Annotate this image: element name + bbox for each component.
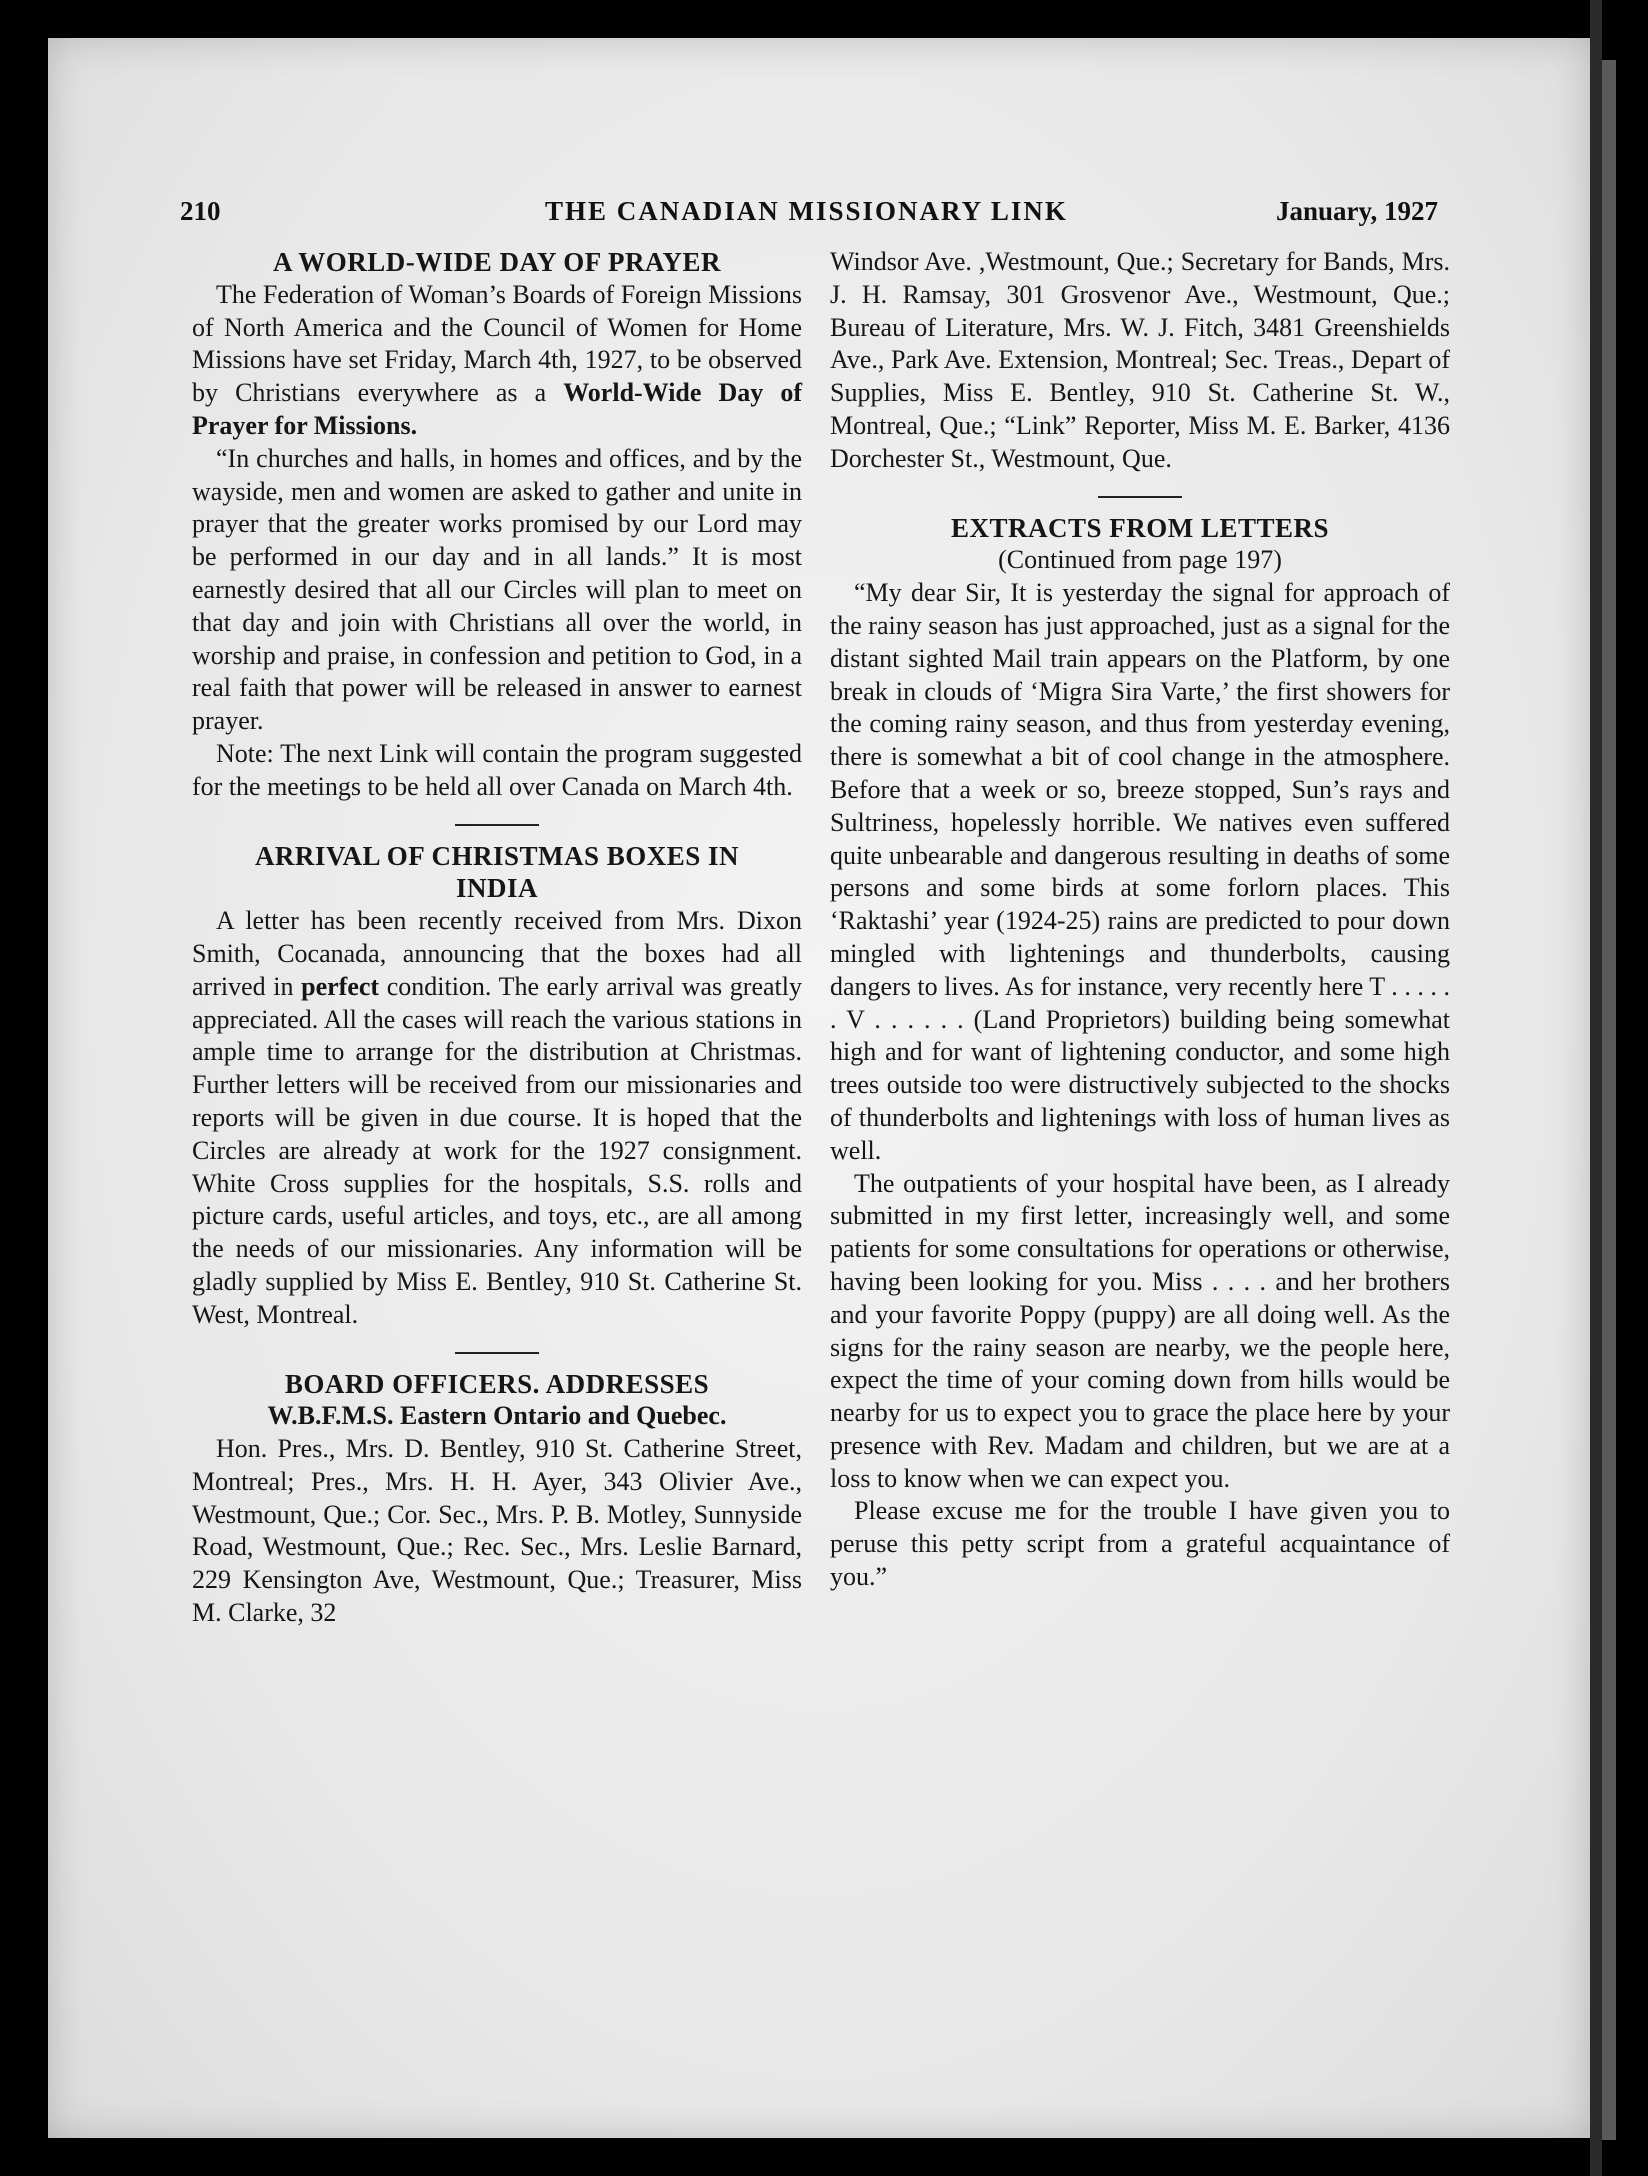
- paragraph: The outpatients of your hospital have been, as I already submitted in my first letter, increasingly well, and some patients for some consultations for operations or otherwise, having been looking for you. Miss . . . . and her brothers and your favorite Poppy (puppy) are all doing well. As the signs for the rainy season are nearby, we the people here, expect the time of your coming down from hills would be nearby for us to expect you to grace the place here by your presence with Rev. Madam and children, but we are at a loss to know when we can expect you.: [830, 1168, 1450, 1493]
- paragraph: “In churches and halls, in homes and offices, and by the wayside, men and women are asked to gather and unite in prayer that the greater works promised by our Lord may be performed in our day and in all lands.” It is most earnestly desired that all our Circles will plan to meet on that day and join with Christians all over the world, in worship and praise, in confession and petition to God, in a real faith that power will be released in answer to earnest prayer.: [192, 443, 802, 736]
- article-heading: ARRIVAL OF CHRISTMAS BOXES IN: [254, 840, 740, 871]
- article-day-of-prayer: [192, 246, 802, 804]
- paragraph-continued: Windsor Ave. ,Westmount, Que.; Secretary for Bands, Mrs. J. H. Ramsay, 301 Grosvenor Ave., Westmount, Que.; Bureau of Literature, Mrs. W. J. Fitch, 3481 Greenshields Ave., Park Ave. Extension, Montreal; Sec. Treas., Depart of Supplies, Miss E. Bentley, 910 St. Catherine St. W., Montreal, Que.; “Link” Reporter, Miss M. E. Barker, 4136 Dorchester St., Westmount, Que.: [830, 247, 1450, 473]
- binding-edge: [1590, 0, 1602, 2176]
- paragraph-text: A letter has been recently received from Mrs. Dixon Smith, Cocanada, announcing that the boxes had all arrived in: [192, 906, 802, 1001]
- paragraph: Note: The next Link will contain the program suggested for the meetings to be held all over Canada on March 4th.: [192, 738, 802, 801]
- paragraph-text: The Federation of Woman’s Boards of Foreign Missions of North America and the Council of Women for Home Missions have set Friday, March 4th, 1927, to be observed by Christians everywhere as a: [192, 279, 802, 408]
- page-number: 210: [180, 196, 221, 226]
- journal-title: THE CANADIAN MISSIONARY LINK: [545, 196, 1068, 226]
- bold-word: perfect: [301, 971, 380, 1001]
- article-board-officers: [192, 1368, 802, 1630]
- article-heading: EXTRACTS FROM LETTERS: [950, 512, 1330, 543]
- article-heading-line2: INDIA: [455, 873, 538, 904]
- running-header: [180, 196, 1438, 236]
- paragraph-text: condition. The early arrival was greatly appreciated. All the cases will reach the various stations in ample time to arrange for the distribution at Christmas. Further letters will be received from our missionaries and reports will be given in due course. It is hoped that the Circles are already at work for the 1927 consignment. White Cross supplies for the hospitals, S.S. rolls and picture cards, useful articles, and toys, etc., are all among the needs of our missionaries. Any information will be gladly supplied by Miss E. Bentley, 910 St. Catherine St. West, Montreal.: [192, 971, 802, 1329]
- paragraph: “My dear Sir, It is yesterday the signal for approach of the rainy season has just approached, just as a signal for the distant sighted Mail train appears on the Platform, by one break in clouds of ‘Migra Sira Varte,’ the first showers for the coming rainy season, and thus from yesterday evening, there is somewhat a bit of cool change in the atmosphere. Before that a week or so, breeze stopped, Sun’s rays and Sultriness, hopelessly horrible. We natives even suffered quite unbearable and dangerous resulting in deaths of some persons and some birds at some forlorn places. This ‘Raktashi’ year (1924-25) rains are predicted to pour down mingled with lightenings and thunderbolts, causing dangers to lives. As for instance, very recently here T . . . . . . V . . . . . . (Land Proprietors) building being somewhat high and for want of lightening conductor, and some high trees outside too were distructively subjected to the shocks of thunderbolts and lightenings with loss of human lives as well.: [830, 578, 1450, 1165]
- article-extracts-from-letters: [830, 512, 1450, 1594]
- article-subheading: (Continued from page 197): [998, 545, 1282, 575]
- section-divider: [1098, 496, 1182, 498]
- article-heading: A WORLD-WIDE DAY OF PRAYER: [272, 247, 722, 277]
- paragraph: Please excuse me for the trouble I have given you to peruse this petty script from a grateful acquaintance of you.”: [830, 1496, 1450, 1592]
- paragraph: [192, 279, 802, 443]
- next-page-edge: [1602, 60, 1616, 2140]
- right-column: [830, 246, 1450, 1594]
- article-heading: BOARD OFFICERS. ADDRESSES: [284, 1368, 710, 1399]
- article-subheading: W.B.F.M.S. Eastern Ontario and Quebec.: [267, 1401, 727, 1431]
- article-christmas-boxes: [192, 840, 802, 1332]
- issue-date: January, 1927: [1275, 196, 1438, 226]
- section-divider: [455, 1352, 539, 1354]
- paragraph: Hon. Pres., Mrs. D. Bentley, 910 St. Catherine Street, Montreal; Pres., Mrs. H. H. Ayer, 343 Olivier Ave., Westmount, Que.; Cor. Sec., Mrs. P. B. Motley, Sunnyside Road, Westmount, Que.; Rec. Sec., Mrs. Leslie Barnard, 229 Kensington Ave, Westmount, Que.; Treasurer, Miss M. Clarke, 32: [192, 1434, 802, 1628]
- left-column: [192, 246, 802, 1630]
- paragraph: [192, 905, 802, 1331]
- section-divider: [455, 824, 539, 826]
- bold-phrase: World-Wide Day of Prayer for Missions.: [192, 378, 802, 440]
